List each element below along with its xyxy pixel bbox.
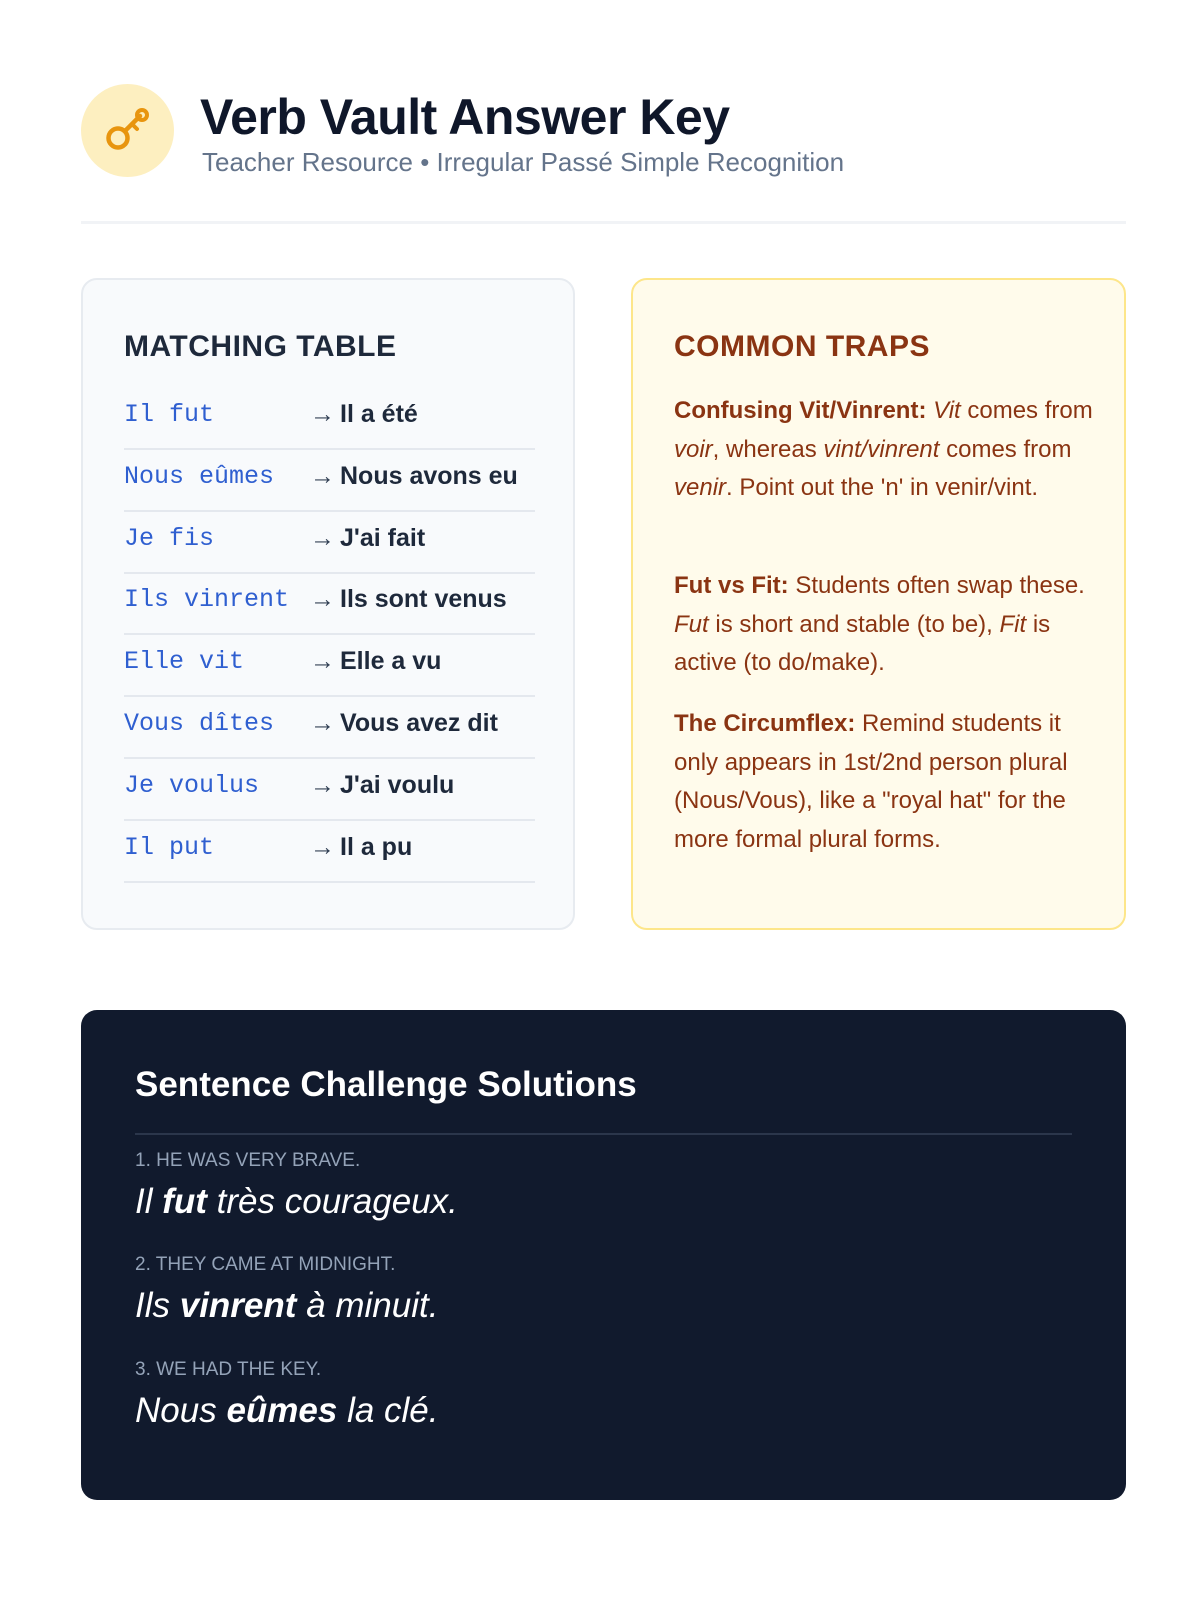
match-row (124, 388, 535, 450)
common-traps-title: COMMON TRAPS (674, 330, 930, 363)
answer-text: la clé. (337, 1391, 439, 1430)
trap-emphasis: voir (674, 435, 713, 463)
passe-compose-form: Il a pu (340, 833, 413, 861)
match-row (124, 512, 535, 574)
trap-text: , whereas (712, 435, 824, 463)
trap-item (674, 392, 1094, 508)
page-title: Verb Vault Answer Key (200, 89, 730, 145)
arrow-icon: → (310, 771, 335, 799)
trap-text: . Point out the 'n' in venir/vint. (726, 474, 1039, 501)
arrow-icon: → (310, 647, 335, 675)
trap-label: Fut vs Fit: (674, 572, 789, 599)
answer-text: très courageux. (206, 1182, 458, 1221)
arrow-icon: → (310, 400, 335, 428)
trap-text: comes from (939, 435, 1072, 463)
passe-simple-form: Je fis (124, 524, 215, 553)
trap-emphasis: vint/vinrent (823, 435, 940, 463)
answer-text: Ils (135, 1286, 180, 1325)
passe-simple-form: Vous dîtes (124, 709, 275, 738)
trap-item (674, 705, 1094, 859)
match-row (124, 635, 535, 697)
page-header (81, 84, 1126, 224)
common-traps-card (631, 278, 1126, 930)
solution-answer (135, 1391, 439, 1431)
key-icon (101, 104, 154, 157)
trap-text: Students often swap these. (788, 572, 1085, 599)
arrow-icon: → (310, 462, 335, 490)
trap-emphasis: Fut (674, 610, 709, 638)
sentence-solutions-card (81, 1010, 1126, 1500)
passe-simple-form: Elle vit (124, 647, 245, 676)
passe-simple-form: Je voulus (124, 771, 260, 800)
passe-simple-form: Il put (124, 833, 215, 862)
solution-answer (135, 1286, 438, 1326)
passe-compose-form: Il a été (340, 400, 418, 428)
trap-emphasis: Vit (933, 397, 961, 424)
passe-compose-form: J'ai voulu (340, 771, 455, 799)
passe-simple-form: Il fut (124, 400, 215, 429)
solutions-title: Sentence Challenge Solutions (135, 1065, 1072, 1135)
passe-compose-form: Vous avez dit (340, 709, 498, 737)
match-row (124, 697, 535, 759)
solution-prompt: 3. WE HAD THE KEY. (135, 1359, 322, 1380)
passe-compose-form: J'ai fait (340, 524, 426, 552)
answer-verb: fut (162, 1182, 207, 1221)
solution-prompt: 1. HE WAS VERY BRAVE. (135, 1150, 361, 1171)
passe-compose-form: Elle a vu (340, 647, 442, 675)
passe-simple-form: Ils vinrent (124, 585, 290, 614)
trap-text: Remind students it only appears in 1st/2nd person plural (Nous/Vous), like a "royal hat" for the more formal plural forms. (674, 710, 1068, 853)
match-row (124, 573, 535, 635)
arrow-icon: → (310, 709, 335, 737)
answer-text: Il (135, 1182, 163, 1221)
matching-table-title: MATCHING TABLE (124, 330, 397, 363)
trap-emphasis: Fit (999, 610, 1027, 638)
solution-prompt: 2. THEY CAME AT MIDNIGHT. (135, 1254, 396, 1275)
match-row (124, 450, 535, 512)
answer-text: à minuit. (296, 1286, 439, 1325)
trap-text: is short and stable (to be), (708, 610, 1000, 638)
passe-compose-form: Nous avons eu (340, 462, 518, 490)
trap-text: is active (to do/make). (674, 610, 1051, 676)
trap-label: Confusing Vit/Vinrent: (674, 397, 927, 424)
trap-item (674, 567, 1094, 683)
arrow-icon: → (310, 833, 335, 861)
answer-verb: eûmes (226, 1391, 338, 1430)
trap-label: The Circumflex: (674, 710, 856, 737)
arrow-icon: → (310, 524, 335, 552)
logo-badge (81, 84, 174, 177)
answer-verb: vinrent (179, 1286, 297, 1325)
page-subtitle: Teacher Resource • Irregular Passé Simple Recognition (202, 147, 845, 177)
answer-text: Nous (135, 1391, 227, 1430)
match-row (124, 821, 535, 883)
match-row (124, 759, 535, 821)
passe-compose-form: Ils sont venus (340, 585, 507, 613)
passe-simple-form: Nous eûmes (124, 462, 275, 491)
trap-emphasis: venir (674, 474, 727, 501)
trap-text: comes from (960, 397, 1093, 424)
arrow-icon: → (310, 585, 335, 613)
matching-table-card (81, 278, 575, 930)
solution-answer (135, 1182, 458, 1222)
